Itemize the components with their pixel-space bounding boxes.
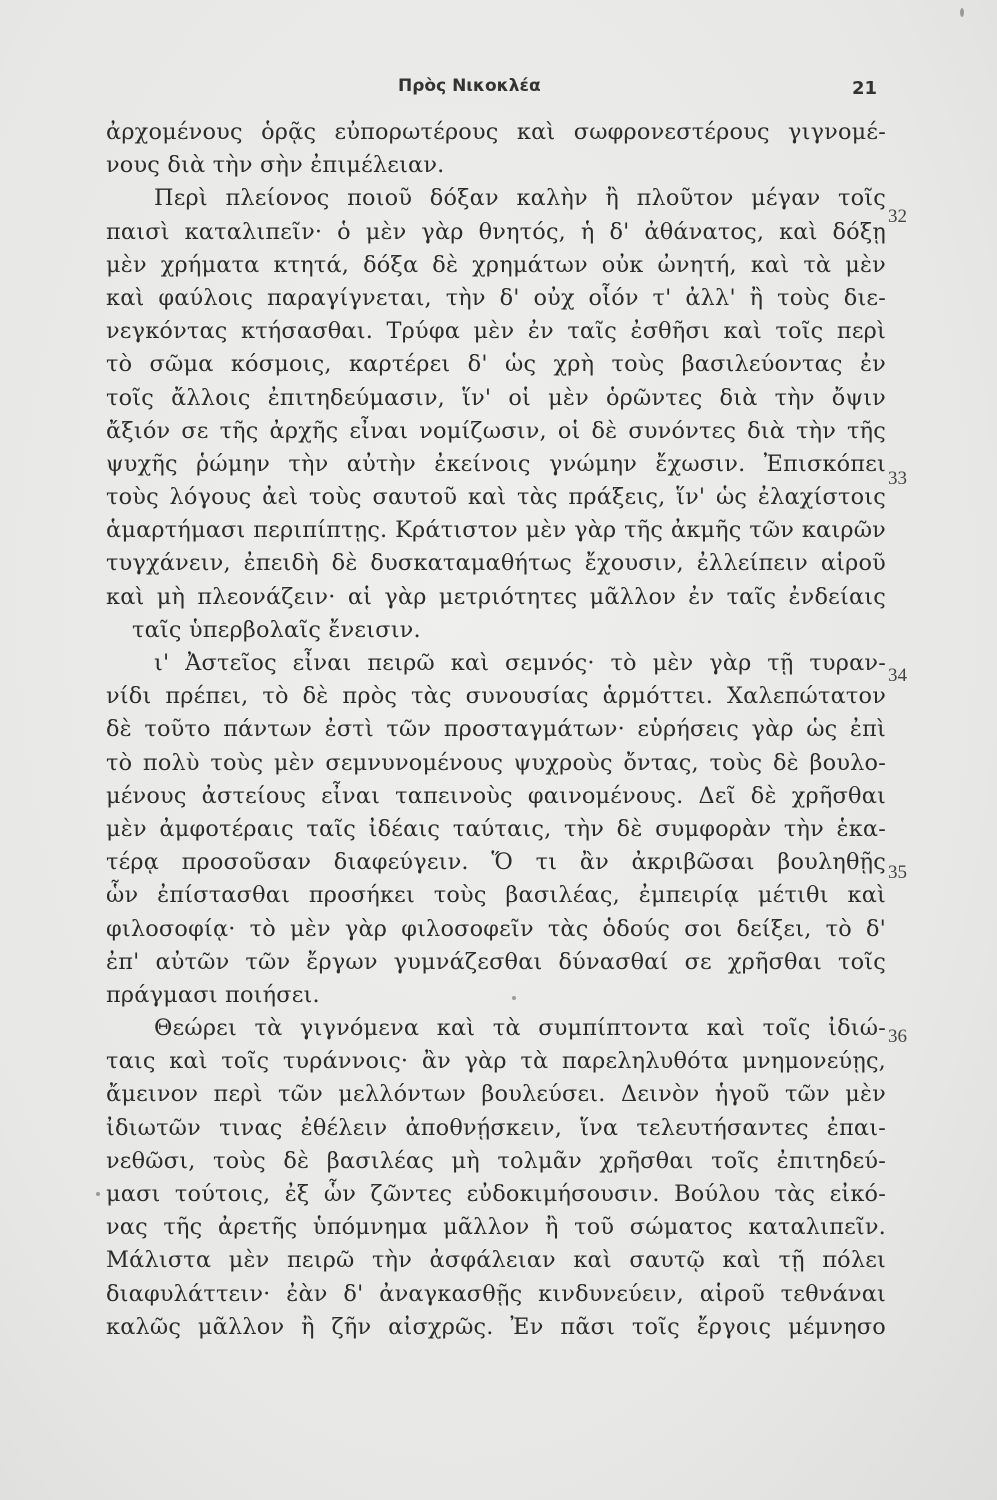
text-line: καὶ φαύλοις παραγίγνεται, τὴν δ' οὐχ οἷόν τ' ἀλλ' ἢ τοὺς διε- (106, 284, 886, 311)
text-line: ἄμεινον περὶ τῶν μελλόντων βουλεύσει. Δεινὸν ἡγοῦ τῶν μὲν (106, 1081, 886, 1108)
text-line: τὸ σῶμα κόσμοις, καρτέρει δ' ὡς χρὴ τοὺς βασιλεύοντας ἐν (106, 351, 886, 378)
text-line: τὸ πολὺ τοὺς μὲν σεμνυνομένους ψυχροὺς ὄντας, τοὺς δὲ βουλο- (106, 749, 886, 776)
text-line: Μάλιστα μὲν πειρῶ τὴν ἀσφάλειαν καὶ σαυτῷ καὶ τῇ πόλει (106, 1247, 886, 1274)
section-start-line: ι' Ἀστεῖος εἶναι πειρῶ καὶ σεμνός· τὸ μὲν γὰρ τῇ τυραν- (154, 650, 886, 676)
text-line: Περὶ πλείονος ποιοῦ δόξαν καλὴν ἢ πλοῦτον μέγαν τοῖς (154, 185, 886, 212)
text-line: τοὺς λόγους ἀεὶ τοὺς σαυτοῦ καὶ τὰς πράξεις, ἵν' ὡς ἐλαχίστοις (106, 484, 886, 511)
marginal-section-number: 32 (888, 206, 907, 227)
text-line: ὧν ἐπίστασθαι προσήκει τοὺς βασιλέας, ἐμπειρίᾳ μέτιθι καὶ (106, 882, 886, 909)
page-number: 21 (852, 78, 878, 99)
text-line: νους διὰ τὴν σὴν ἐπιμέλειαν. (106, 152, 445, 179)
marginal-section-number: 35 (888, 862, 907, 883)
paper-speck (96, 1192, 100, 1196)
text-line: τοῖς ἄλλοις ἐπιτηδεύμασιν, ἵν' οἱ μὲν ὁρῶντες διὰ τὴν ὄψιν (106, 384, 886, 411)
text-line: μένους ἀστείους εἶναι ταπεινοὺς φαινομένους. Δεῖ δὲ χρῆσθαι (106, 782, 886, 809)
text-line: ἁμαρτήμασι περιπίπτῃς. Κράτιστον μὲν γὰρ τῆς ἀκμῆς τῶν καιρῶν (106, 517, 886, 544)
text-line: παισὶ καταλιπεῖν· ὁ μὲν γὰρ θνητός, ἡ δ' ἀθάνατος, καὶ δόξῃ (106, 218, 886, 245)
text-line: νίδι πρέπει, τὸ δὲ πρὸς τὰς συνουσίας ἁρμόττει. Χαλεπώτατον (106, 683, 886, 710)
text-line: τέρᾳ προσοῦσαν διαφεύγειν. Ὅ τι ἂν ἀκριβῶσαι βουληθῇς (106, 849, 886, 876)
text-line: ταῖς ὑπερβολαῖς ἔνεισιν. (132, 616, 421, 643)
text-line: ἀρχομένους ὁρᾷς εὐπορωτέρους καὶ σωφρονεστέρους γιγνομέ- (106, 119, 886, 145)
text-line: Θεώρει τὰ γιγνόμενα καὶ τὰ συμπίπτοντα καὶ τοῖς ἰδιώ- (154, 1015, 886, 1042)
text-line: μὲν χρήματα κτητά, δόξα δὲ χρημάτων οὐκ ὠνητή, καὶ τὰ μὲν (106, 251, 886, 278)
text-line: πράγμασι ποιήσει. (106, 981, 320, 1008)
paper-speck (512, 996, 516, 1000)
body-text (106, 116, 886, 1344)
text-line: καὶ μὴ πλεονάζειν· αἱ γὰρ μετριότητες μᾶλλον ἐν ταῖς ἐνδείαις (106, 583, 886, 610)
text-line: καλῶς μᾶλλον ἢ ζῆν αἰσχρῶς. Ἐν πᾶσι τοῖς ἔργοις μέμνησο (106, 1313, 886, 1340)
text-line: ταις καὶ τοῖς τυράννοις· ἂν γὰρ τὰ παρεληλυθότα μνημονεύῃς, (106, 1048, 886, 1075)
text-line: διαφυλάττειν· ἐὰν δ' ἀναγκασθῇς κινδυνεύειν, αἱροῦ τεθνάναι (106, 1280, 886, 1307)
text-line: μασι τούτοις, ἐξ ὧν ζῶντες εὐδοκιμήσουσιν. Βούλου τὰς εἰκό- (106, 1181, 886, 1207)
marginal-section-number: 34 (888, 665, 907, 686)
text-line: νεθῶσι, τοὺς δὲ βασιλέας μὴ τολμᾶν χρῆσθαι τοῖς ἐπιτηδεύ- (106, 1147, 886, 1174)
text-line: δὲ τοῦτο πάντων ἐστὶ τῶν προσταγμάτων· εὑρήσεις γὰρ ὡς ἐπὶ (106, 716, 886, 743)
text-line: ἐπ' αὐτῶν τῶν ἔργων γυμνάζεσθαι δύνασθαί σε χρῆσθαι τοῖς (106, 948, 886, 975)
paper-speck (960, 8, 964, 17)
marginal-section-number: 36 (888, 1026, 907, 1047)
text-line: ἰδιωτῶν τινας ἐθέλειν ἀποθνῄσκειν, ἵνα τελευτήσαντες ἐπαι- (106, 1114, 886, 1141)
page-header (0, 74, 997, 104)
text-line: τυγχάνειν, ἐπειδὴ δὲ δυσκαταμαθήτως ἔχουσιν, ἐλλείπειν αἱροῦ (106, 550, 886, 577)
text-line: ψυχῆς ῥώμην τὴν αὐτὴν ἐκείνοις γνώμην ἔχωσιν. Ἐπισκόπει (106, 450, 886, 477)
text-line: ἄξιόν σε τῆς ἀρχῆς εἶναι νομίζωσιν, οἱ δὲ συνόντες διὰ τὴν τῆς (106, 417, 886, 444)
marginal-section-number: 33 (888, 468, 907, 489)
running-title: Πρὸς Νικοκλέα (398, 76, 541, 96)
text-line: νεγκόντας κτήσασθαι. Τρύφα μὲν ἐν ταῖς ἐσθῆσι καὶ τοῖς περὶ (106, 318, 886, 345)
text-line: μὲν ἀμφοτέραις ταῖς ἰδέαις ταύταις, τὴν δὲ συμφορὰν τὴν ἑκα- (106, 815, 886, 842)
text-line: νας τῆς ἀρετῆς ὑπόμνημα μᾶλλον ἢ τοῦ σώματος καταλιπεῖν. (106, 1214, 886, 1241)
text-line: φιλοσοφίᾳ· τὸ μὲν γὰρ φιλοσοφεῖν τὰς ὁδούς σοι δείξει, τὸ δ' (106, 915, 886, 942)
